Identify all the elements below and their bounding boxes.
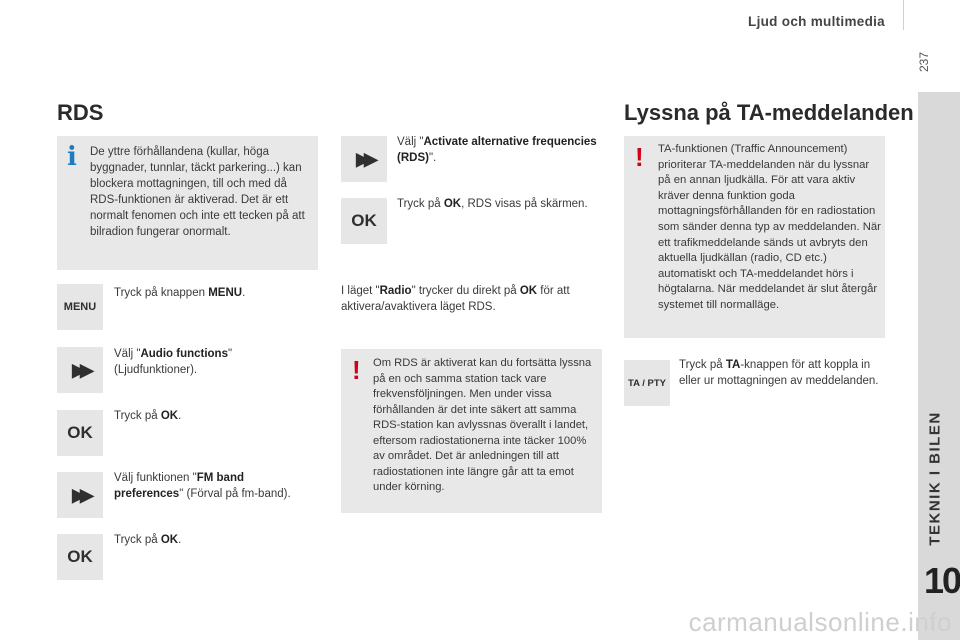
ta-title: Lyssna på TA-meddelanden: [624, 100, 914, 125]
watermark: carmanualsonline.info: [688, 607, 952, 637]
section-header: Ljud och multimedia: [748, 14, 885, 29]
ok-button-icon: OK: [57, 410, 103, 456]
info-text: De yttre förhållandena (kullar, höga byggnader, tunnlar, täckt parkering...) kan blockera mottagningen, till och med då RDS-funktionen är aktiverad. Det är ett normalt fenomen och inte ett tecken på att bilradion fungerar onormalt.: [90, 146, 305, 238]
forward-icon: ▶▶: [57, 347, 103, 393]
warning-box: [341, 349, 602, 513]
step-text: Välj "Activate alternative frequencies (RDS)".: [397, 136, 597, 164]
ok-button-icon: OK: [57, 534, 103, 580]
page-number: 237: [917, 51, 931, 73]
ta-warning-text: TA-funktionen (Traffic Announcement) prioriterar TA-meddelanden när du lyssnar på en annan ljudkälla. För att vara aktiv kräver denna funktion goda mottagningsförhållanden för en radiostation som sänder denna typ av meddelanden. När ett trafikmeddelande sänds ut avbryts den aktuella ljudkällan (radio, CD etc.) automatiskt och TA-meddelandet hörs i högtalarna. När meddelandet är slut återgår systemet till normalläge.: [658, 143, 881, 311]
ta-warning-box: [624, 136, 885, 338]
radio-mode-text: I läget "Radio" trycker du direkt på OK för att aktivera/avaktivera läget RDS.: [341, 285, 570, 313]
info-box: [57, 136, 318, 270]
step-text: Tryck på OK.: [114, 410, 182, 422]
forward-icon: ▶▶: [57, 472, 103, 518]
ta-pty-button-icon: TA / PTY: [624, 360, 670, 406]
header-divider: [903, 0, 904, 30]
chapter-number: 10: [924, 560, 960, 601]
step-text: Tryck på OK, RDS visas på skärmen.: [397, 198, 588, 210]
step-text: Tryck på OK.: [114, 534, 182, 546]
ok-button-icon: OK: [341, 198, 387, 244]
step-text: Välj "Audio functions" (Ljudfunktioner).: [114, 348, 233, 376]
step-text: Tryck på TA-knappen för att koppla in eller ur mottagningen av meddelanden.: [679, 359, 879, 387]
warning-text: Om RDS är aktiverat kan du fortsätta lyssna på en och samma station tack vare frekvensföljningen. Men under vissa förhållanden är det inte säkert att samma RDS-station kan avlyssnas överallt i landet, eftersom radiostationerna inte täcker 100% av området. Det är anledningen till att radiostationen inte längre går att ta emot under körning.: [373, 357, 592, 493]
info-icon: i: [67, 142, 77, 172]
step-text: Tryck på knappen MENU.: [114, 287, 246, 299]
forward-icon: ▶▶: [341, 136, 387, 182]
warning-icon: !: [635, 142, 644, 172]
chapter-label: TEKNIK I BILEN: [926, 411, 944, 546]
warning-icon: !: [352, 355, 361, 385]
rds-title: RDS: [57, 100, 104, 125]
menu-button-icon: MENU: [57, 284, 103, 330]
step-text: Välj funktionen "FM band preferences" (Förval på fm-band).: [114, 472, 291, 500]
